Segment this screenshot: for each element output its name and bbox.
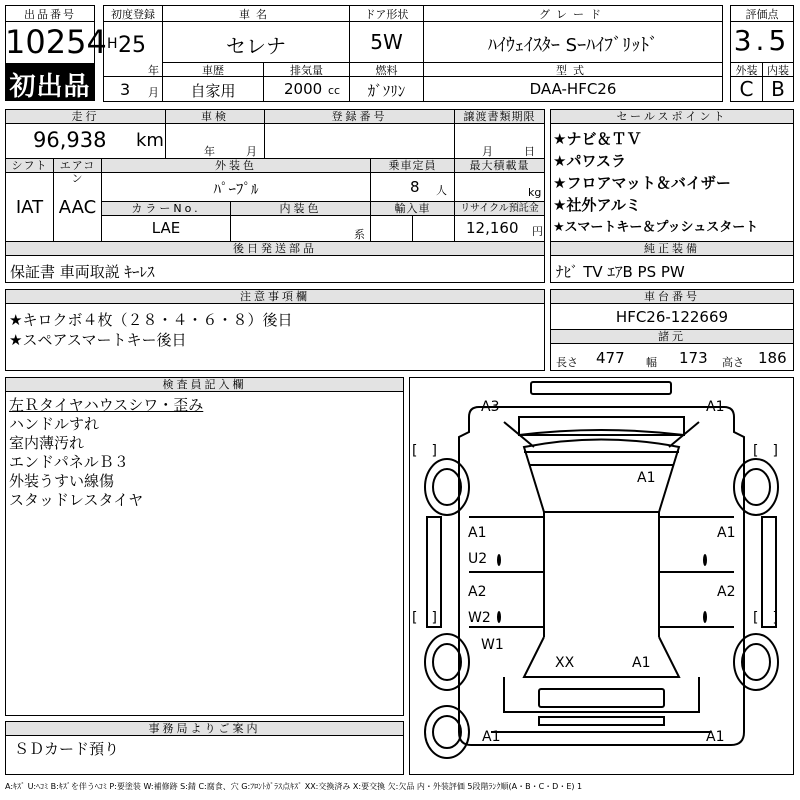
factory-equipment: ﾅﾋﾞ TV ｴｱB PS PW <box>556 263 685 281</box>
interior-color-header: 内装色 <box>230 201 371 216</box>
chassis-header: 車台番号 <box>550 289 794 304</box>
color-number: LAE <box>151 219 181 237</box>
vehicle-history: 自家用 <box>190 82 236 100</box>
model-name: セレナ <box>226 34 286 58</box>
width: 173 <box>679 349 708 367</box>
reg-no-cell <box>264 123 455 159</box>
capacity-header: 乗車定員 <box>370 158 455 173</box>
recycle-header: リサイクル預託金 <box>454 201 545 216</box>
height-label: 高さ <box>722 356 744 369</box>
notes-header: 注意事項欄 <box>5 289 545 304</box>
inspector-line: ハンドルすれ <box>9 415 100 433</box>
legend: A:ｷｽﾞ U:ﾍｺﾐ B:ｷｽﾞを伴うﾍｺﾐ P:要塗装 W:補修跡 S:錆 C:腐食、穴 G:ﾌﾛﾝﾄｶﾞﾗｽ点ｷｽﾞ XX:交換済み X:要交換 欠:欠品 内・外装評価 5段階ﾗﾝｸ順(A・B・C・D・E) 1 <box>5 782 583 791</box>
color-header: 外装色 <box>101 158 371 173</box>
office-header: 事務局よりご案内 <box>5 721 404 736</box>
transfer-month-unit: 月 <box>482 145 493 158</box>
damage-mark: A1 <box>468 525 487 541</box>
damage-mark: A1 <box>717 525 736 541</box>
inspection-year-unit: 年 <box>204 145 215 158</box>
displacement-unit: cc <box>328 84 341 97</box>
damage-mark: A1 <box>632 655 651 671</box>
damage-mark: A1 <box>706 729 725 745</box>
mileage-header: 走行 <box>5 109 166 124</box>
month: 3 <box>120 80 131 99</box>
damage-mark: A1 <box>482 729 501 745</box>
exterior-color: ﾊﾟｰﾌﾟﾙ <box>213 180 259 198</box>
era: H <box>107 36 118 52</box>
damage-mark: W1 <box>481 637 504 653</box>
damage-mark: XX <box>555 655 575 671</box>
year-unit: 年 <box>148 64 159 77</box>
damage-mark: A1 <box>706 399 725 415</box>
door-type: 5W <box>370 30 403 54</box>
first-listing-label: 初出品 <box>9 72 91 102</box>
office-note: ＳＤカード預り <box>14 740 120 758</box>
car-diagram <box>409 377 794 775</box>
int-label: 内装 <box>767 64 789 77</box>
later-parts: 保証書 車両取説 ｷｰﾚｽ <box>10 263 155 281</box>
capacity-unit: 人 <box>436 184 447 197</box>
year: 25 <box>118 33 146 58</box>
ac-header: エアコン <box>53 158 102 173</box>
door-label: ドア形状 <box>364 8 409 21</box>
damage-mark: [ ] <box>412 443 437 459</box>
inspector-line: 左Ｒタイヤハウスシワ・歪み <box>9 396 204 414</box>
sales-points-header: セールスポイント <box>550 109 794 124</box>
shift: IAT <box>15 197 44 218</box>
sales-point-item: ★社外アルミ <box>553 196 641 214</box>
inspection-month-unit: 月 <box>246 145 257 158</box>
import-cell-2 <box>412 215 455 242</box>
sales-point-item: ★フロアマット＆バイザー <box>553 174 731 192</box>
max-load-header: 最大積載量 <box>454 158 545 173</box>
inspector-notes <box>9 394 399 508</box>
fuel: ｶﾞｿﾘﾝ <box>367 82 406 100</box>
transfer-day-unit: 日 <box>524 145 535 158</box>
model-label: 車名 <box>239 8 273 21</box>
length-label: 長さ <box>556 356 578 369</box>
recycle-unit: 円 <box>532 225 543 238</box>
interior-grade: B <box>771 77 785 101</box>
interior-color-cell <box>230 215 371 242</box>
later-parts-header: 後日発送部品 <box>5 241 545 256</box>
fuel-label: 燃料 <box>375 64 398 77</box>
import-header: 輸入車 <box>370 201 455 216</box>
displacement: 2000 <box>284 80 323 98</box>
displacement-label: 排気量 <box>290 64 323 77</box>
registration-label: 初度登録 <box>111 8 155 21</box>
width-label: 幅 <box>646 356 657 369</box>
month-unit: 月 <box>148 86 159 99</box>
evaluation-score: 3.5 <box>733 24 791 57</box>
sales-point-item: ★パワスラ <box>553 152 626 170</box>
damage-mark: [ ] <box>753 443 778 459</box>
damage-mark: A2 <box>468 584 487 600</box>
dims-header: 諸元 <box>550 329 794 344</box>
score-label: 評価点 <box>745 8 779 21</box>
reg-no-header: 登録番号 <box>264 109 455 124</box>
damage-mark: A1 <box>637 470 656 486</box>
model-type: DAA-HFC26 <box>529 80 617 98</box>
mileage-unit: km <box>136 130 164 151</box>
max-load-unit: kg <box>528 186 542 199</box>
lot-number-label: 出品番号 <box>24 8 76 21</box>
interior-color-unit: 系 <box>354 228 365 241</box>
length: 477 <box>596 349 625 367</box>
import-cell <box>370 215 413 242</box>
exterior-grade: C <box>739 77 754 101</box>
grade-label: グレード <box>539 8 607 21</box>
damage-mark: [ ] <box>412 610 437 626</box>
air-conditioner: AAC <box>58 197 97 218</box>
damage-mark: U2 <box>468 551 488 567</box>
lot-number: 10254 <box>5 23 107 61</box>
note-item: ★キロクボ４枚（２８・４・６・８）後日 <box>9 311 293 329</box>
chassis-number: HFC26-122669 <box>615 308 729 326</box>
damage-mark: W2 <box>468 610 491 626</box>
inspector-line: 外装うすい線傷 <box>9 472 115 490</box>
shift-header: シフト <box>5 158 54 173</box>
ext-label: 外装 <box>735 64 758 77</box>
sales-point-item: ★スマートキー＆プッシュスタート <box>553 220 759 235</box>
damage-mark: [ ] <box>753 610 778 626</box>
equipment-header: 純正装備 <box>550 241 794 256</box>
history-label: 車歴 <box>202 64 224 77</box>
color-no-header: カラーNo. <box>101 201 231 216</box>
inspector-line: スタッドレスタイヤ <box>9 491 144 509</box>
capacity: 8 <box>410 178 420 196</box>
note-item: ★スペアスマートキー後日 <box>9 331 187 349</box>
inspector-line: 室内薄汚れ <box>9 434 85 452</box>
damage-mark: A3 <box>481 399 500 415</box>
damage-mark: A2 <box>717 584 736 600</box>
sales-point-item: ★ナビ＆ＴＶ <box>553 130 642 148</box>
sales-points-list <box>553 128 793 238</box>
grade: ﾊｲｳｪｲｽﾀｰ Sｰﾊｲﾌﾞﾘｯﾄﾞ <box>487 35 659 56</box>
inspector-header: 検査員記入欄 <box>5 377 404 392</box>
inspector-line: エンドパネルＢ３ <box>9 453 129 471</box>
mileage: 96,938 <box>33 128 107 152</box>
type-label: 型式 <box>556 64 590 77</box>
recycle-deposit: 12,160 <box>466 219 519 237</box>
height: 186 <box>758 349 787 367</box>
transfer-header: 譲渡書類期限 <box>454 109 545 124</box>
inspection-header: 車検 <box>165 109 265 124</box>
